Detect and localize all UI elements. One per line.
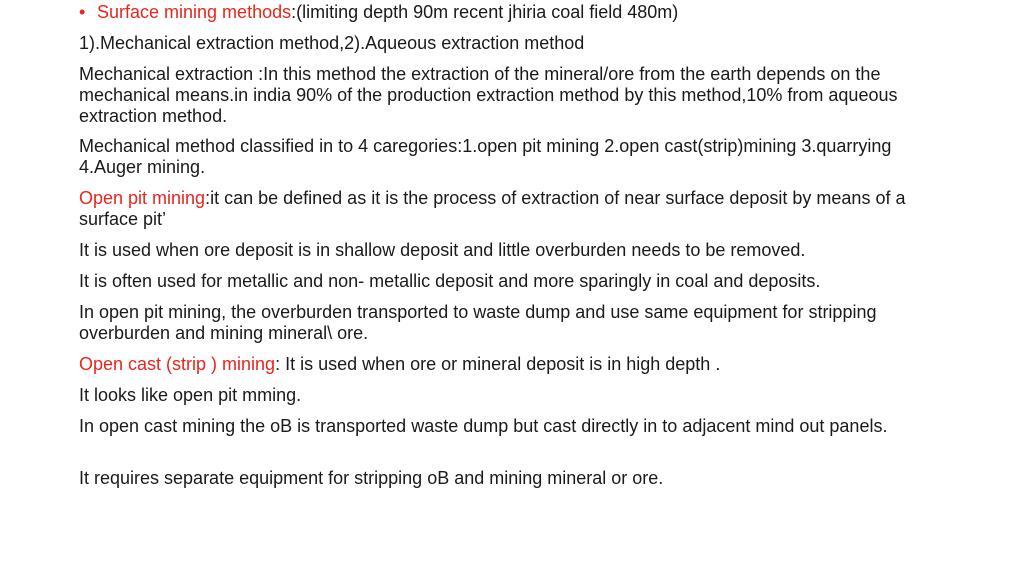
open-cast-definition-text: : It is used when ore or mineral deposit is in high depth . <box>275 354 721 374</box>
metallic-deposit-line: It is often used for metallic and non- metallic deposit and more sparingly in coal and deposits. <box>79 271 821 291</box>
extraction-methods-line: 1).Mechanical extraction method,2).Aqueous extraction method <box>79 33 585 53</box>
overburden-paragraph: In open pit mining, the overburden transported to waste dump and use same equipment for stripping overburden and mining mineral\ ore. <box>79 302 877 343</box>
bullet-icon: • <box>79 2 86 22</box>
mechanical-categories-paragraph: Mechanical method classified in to 4 caregories:1.open pit mining 2.open cast(strip)mining 3.quarrying 4.Auger mining. <box>79 136 892 177</box>
open-pit-definition-text: :it can be defined as it is the process of extraction of near surface deposit by means of a surface pit’ <box>79 188 906 229</box>
open-pit-heading: Open pit mining <box>79 188 206 208</box>
open-cast-ob-paragraph: In open cast mining the oB is transported waste dump but cast directly in to adjacent mind out panels. <box>79 416 888 436</box>
surface-mining-depth-note: :(limiting depth 90m recent jhiria coal field 480m) <box>291 2 679 22</box>
shallow-deposit-line: It is used when ore deposit is in shallow deposit and little overburden needs to be removed. <box>79 240 806 260</box>
open-cast-heading: Open cast (strip ) mining <box>79 354 276 374</box>
looks-like-line: It looks like open pit mming. <box>79 385 302 405</box>
separate-equipment-line: It requires separate equipment for stripping oB and mining mineral or ore. <box>79 468 664 488</box>
mechanical-extraction-paragraph: Mechanical extraction :In this method the extraction of the mineral/ore from the earth depends on the mechanical means.in india 90% of the production extraction method by this method,10% from aqueous extraction method. <box>79 64 898 126</box>
surface-mining-bullet <box>79 2 959 23</box>
surface-mining-heading: Surface mining methods <box>97 2 292 22</box>
open-cast-definition-line <box>79 354 959 375</box>
open-pit-definition-paragraph <box>79 188 959 230</box>
